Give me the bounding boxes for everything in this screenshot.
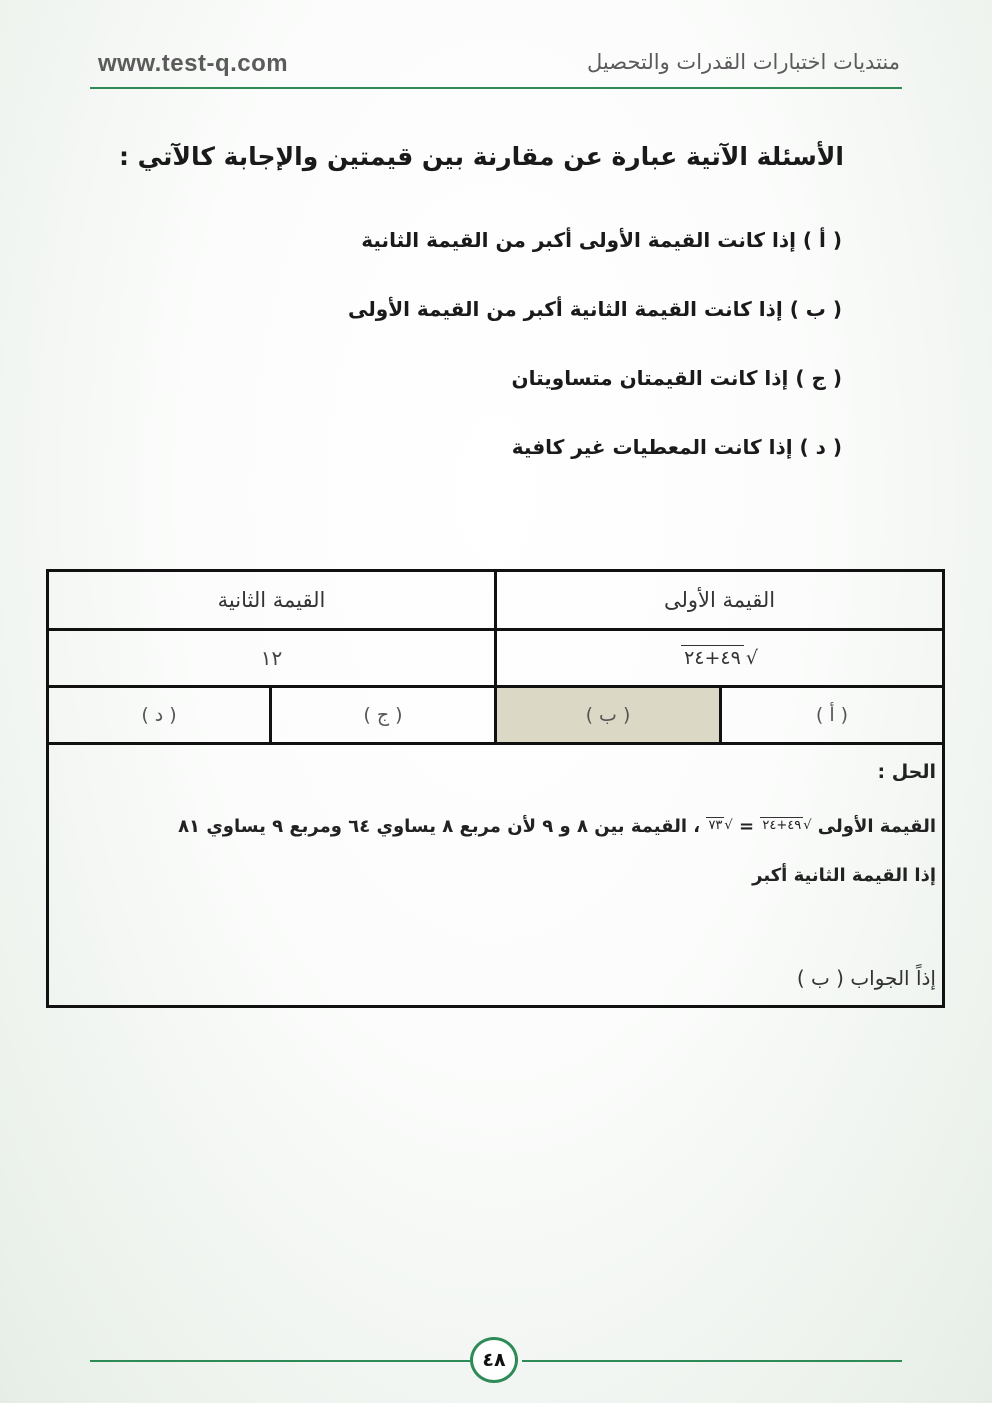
- option-d: ( د ) إذا كانت المعطيات غير كافية: [511, 435, 842, 459]
- header-divider: [90, 87, 902, 89]
- choice-a-cell[interactable]: [722, 688, 942, 742]
- header-url[interactable]: www.test-q.com: [98, 50, 289, 77]
- choice-d-label: ( د ): [141, 704, 177, 726]
- first-value-root: [681, 647, 758, 669]
- first-value-cell: [497, 631, 942, 685]
- choice-c-label: ( ج ): [363, 704, 403, 726]
- solution-line-2: إذا القيمة الثانية أكبر: [752, 865, 936, 886]
- choice-d-cell[interactable]: [49, 688, 272, 742]
- choice-b-cell[interactable]: [497, 688, 722, 742]
- second-value-header: [49, 572, 497, 628]
- table-choices-row: [49, 688, 942, 745]
- table-values-row: [49, 631, 942, 688]
- solution-label: الحل :: [877, 761, 936, 783]
- choice-c-cell[interactable]: [272, 688, 497, 742]
- options-list: [348, 222, 842, 498]
- solution-answer: إذاً الجواب ( ب ): [796, 966, 936, 990]
- solution-equals: =: [738, 816, 755, 837]
- choice-a-label: ( أ ): [815, 704, 849, 726]
- solution-line-1: [57, 816, 936, 837]
- second-value: ١٢: [260, 646, 283, 670]
- second-value-header-label: القيمة الثانية: [217, 588, 326, 612]
- solution-root-2: ٧٣ √: [708, 818, 733, 833]
- footer-line-right: [522, 1360, 902, 1362]
- first-value-header: [497, 572, 942, 628]
- solution-root-1-expr: ٤٩+٢٤: [762, 818, 802, 833]
- solution-root-1: ٤٩+٢٤ √: [762, 818, 812, 833]
- header-forum-name: منتديات اختبارات القدرات والتحصيل: [587, 50, 900, 74]
- root-expression: ٤٩+٢٤: [681, 645, 744, 669]
- footer-line-left: [90, 1360, 470, 1362]
- option-b: ( ب ) إذا كانت القيمة الثانية أكبر من القيمة الأولى: [348, 297, 842, 321]
- option-a: ( أ ) إذا كانت القيمة الأولى أكبر من القيمة الثانية: [361, 228, 842, 252]
- solution-explanation: ، القيمة بين ٨ و ٩ لأن مربع ٨ يساوي ٦٤ ومربع ٩ يساوي ٨١: [178, 816, 701, 837]
- first-value-header-label: القيمة الأولى: [663, 588, 776, 612]
- page-number-badge: [470, 1337, 518, 1383]
- choice-b-label: ( ب ): [585, 704, 631, 726]
- solution-first-value-label: القيمة الأولى: [817, 816, 936, 837]
- comparison-table: [46, 569, 945, 1008]
- table-header-row: [49, 572, 942, 631]
- square-root-icon: √: [745, 647, 758, 669]
- solution-section: [49, 745, 942, 1005]
- second-value-cell: [49, 631, 497, 685]
- page-number: ٤٨: [482, 1349, 506, 1371]
- instructions-title: الأسئلة الآتية عبارة عن مقارنة بين قيمتين والإجابة كالآتي :: [118, 142, 844, 171]
- option-c: ( ج ) إذا كانت القيمتان متساويتان: [511, 366, 842, 390]
- solution-root-2-expr: ٧٣: [708, 818, 723, 833]
